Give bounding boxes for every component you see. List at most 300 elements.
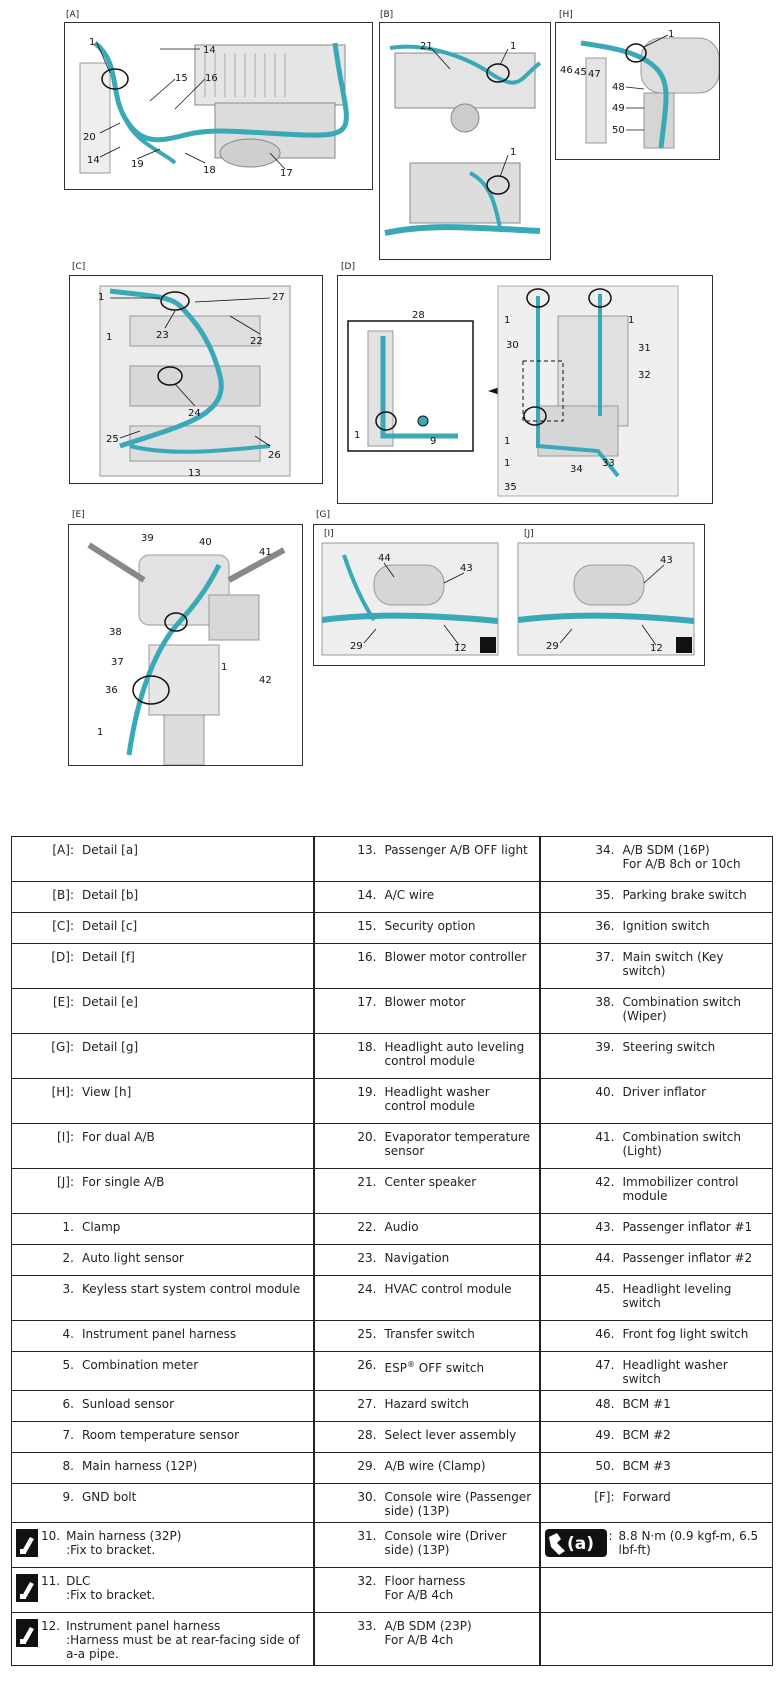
legend-key: 47.: [595, 1358, 615, 1372]
legend-row: [12, 1169, 773, 1214]
legend-description: Steering switch: [622, 1040, 716, 1054]
legend-key: [545, 1619, 623, 1653]
legend-description: Floor harness For A/B 4ch: [384, 1574, 466, 1602]
legend-key: 20.: [357, 1130, 377, 1144]
legend-description: Passenger inflator #2: [622, 1251, 753, 1265]
callout-h-1: 1: [668, 29, 675, 40]
legend-description: Headlight washer switch: [622, 1358, 728, 1386]
legend-description: Detail [g]: [82, 1040, 139, 1054]
legend-key: 17.: [357, 995, 377, 1009]
legend-description: A/C wire: [384, 888, 435, 902]
legend-key: 22.: [357, 1220, 377, 1234]
legend-key: 27.: [357, 1397, 377, 1411]
callout-b-21: 21: [420, 41, 433, 52]
legend-key: 40.: [595, 1085, 615, 1099]
legend-entry: [315, 1245, 539, 1275]
legend-key: 49.: [595, 1428, 615, 1442]
callout-h-49: 49: [612, 103, 625, 114]
legend-key: [G]:: [51, 1040, 74, 1054]
legend-row: [12, 1321, 773, 1352]
legend-cell: [540, 1352, 773, 1391]
legend-description: Front fog light switch: [622, 1327, 749, 1341]
legend-key: 31.: [357, 1529, 377, 1543]
callout-j-12: 12: [650, 643, 663, 654]
legend-row: [12, 837, 773, 882]
legend-cell: [540, 837, 773, 882]
legend-entry: [541, 1034, 773, 1078]
legend-key: [A]:: [52, 843, 74, 857]
legend-key: 18.: [357, 1040, 377, 1054]
legend-key: 36.: [595, 919, 615, 933]
callout-a-17: 17: [280, 168, 293, 179]
legend-entry: [541, 1214, 773, 1244]
legend-key: 1.: [62, 1220, 74, 1234]
legend-row: [12, 913, 773, 944]
legend-row: [12, 1453, 773, 1484]
legend-cell: [540, 1484, 773, 1523]
legend-description: ESP® OFF switch: [384, 1360, 485, 1375]
legend-entry: [12, 1124, 313, 1168]
legend-row: [12, 882, 773, 913]
callout-i-29: 29: [350, 641, 363, 652]
panel-a: [64, 22, 373, 190]
legend-entry: [12, 837, 313, 881]
legend-entry: [315, 837, 539, 881]
callout-c-25: 25: [106, 434, 119, 445]
panel-h-illustration: [556, 23, 719, 159]
legend-cell: [314, 944, 540, 989]
panel-g-illustration: [314, 525, 704, 665]
callout-d-9: 9: [430, 436, 437, 447]
legend-cell: [540, 1214, 773, 1245]
panel-b-illustration: [380, 23, 550, 259]
callout-h-46: 46: [560, 65, 573, 76]
legend-entry: [315, 1453, 539, 1483]
legend-cell: [540, 1079, 773, 1124]
legend-key: [F]:: [594, 1490, 615, 1504]
legend-description: Security option: [384, 919, 476, 933]
legend-entry: [315, 1422, 539, 1452]
legend-row: [12, 1245, 773, 1276]
legend-row: [12, 1352, 773, 1391]
panel-e-illustration: [69, 525, 302, 765]
panel-label-c: [C]: [72, 262, 86, 272]
legend-key: 43.: [595, 1220, 615, 1234]
callout-d-1d: 1: [504, 436, 511, 447]
legend-key: [C]:: [52, 919, 74, 933]
panel-label-g: [G]: [316, 510, 330, 520]
panel-label-h: [H]: [559, 10, 573, 20]
legend-description: Instrument panel harness: [82, 1327, 237, 1341]
legend-cell: [540, 1391, 773, 1422]
legend-key: 23.: [357, 1251, 377, 1265]
legend-row: [12, 1079, 773, 1124]
legend-entry: [541, 989, 773, 1033]
legend-cell: [314, 1034, 540, 1079]
panel-label-e: [E]: [72, 510, 85, 520]
panel-label-j: [J]: [524, 529, 534, 539]
legend-cell: [540, 882, 773, 913]
legend-cell: [12, 989, 314, 1034]
legend-key: 39.: [595, 1040, 615, 1054]
legend-entry: [315, 1034, 539, 1078]
legend-key: 38.: [595, 995, 615, 1009]
legend-cell: [314, 1079, 540, 1124]
legend-cell: [12, 1391, 314, 1422]
legend-description: Detail [b]: [82, 888, 139, 902]
callout-h-47: 47: [588, 69, 601, 80]
legend-cell: [12, 1079, 314, 1124]
legend-cell: [12, 1034, 314, 1079]
panel-e: [68, 524, 303, 766]
legend-entry: [12, 1391, 313, 1421]
legend-entry: [541, 944, 773, 988]
legend-entry: [12, 1453, 313, 1483]
legend-entry: [315, 1523, 539, 1567]
legend-entry: [12, 1079, 313, 1123]
callout-d-32: 32: [638, 370, 651, 381]
legend-cell: [314, 1124, 540, 1169]
legend-entry: [315, 944, 539, 988]
legend-entry: [12, 1169, 313, 1213]
callout-h-50: 50: [612, 125, 625, 136]
legend-description: Select lever assembly: [384, 1428, 517, 1442]
callout-d-28: 28: [412, 310, 425, 321]
legend-cell: [12, 1276, 314, 1321]
legend-entry: [315, 882, 539, 912]
legend-entry: [541, 1321, 773, 1351]
legend-entry: [315, 1079, 539, 1123]
legend-row: [12, 1422, 773, 1453]
legend-cell: [314, 1568, 540, 1613]
legend-cell: [540, 1169, 773, 1214]
legend-key: 6.: [62, 1397, 74, 1411]
legend-cell: [12, 1169, 314, 1214]
legend-entry: [12, 913, 313, 943]
legend-entry: [541, 1523, 773, 1567]
legend-entry: [12, 1484, 313, 1514]
legend-entry: [315, 913, 539, 943]
panel-label-d: [D]: [341, 262, 355, 272]
legend-cell: [314, 1169, 540, 1214]
panel-h: [555, 22, 720, 160]
callout-a-14: 14: [203, 45, 216, 56]
legend-key: 34.: [595, 843, 615, 857]
legend-key: 25.: [357, 1327, 377, 1341]
legend-entry: [315, 1352, 539, 1382]
legend-description: Transfer switch: [384, 1327, 475, 1341]
panel-label-i: [I]: [324, 529, 334, 539]
legend-entry: [315, 1321, 539, 1351]
legend-description: Parking brake switch: [622, 888, 747, 902]
tighten-icon: [16, 1619, 38, 1647]
legend-row: [12, 1523, 773, 1568]
legend-key: 35.: [595, 888, 615, 902]
legend-description: A/B SDM (23P) For A/B 4ch: [384, 1619, 472, 1647]
callout-d-1c: 1: [628, 315, 635, 326]
callout-j-29: 29: [546, 641, 559, 652]
legend-entry: [12, 1422, 313, 1452]
callout-e-40: 40: [199, 537, 212, 548]
legend-key: 45.: [595, 1282, 615, 1296]
legend-row: [12, 1124, 773, 1169]
legend-description: Blower motor controller: [384, 950, 527, 964]
legend-description: HVAC control module: [384, 1282, 512, 1296]
callout-e-38: 38: [109, 627, 122, 638]
legend-description: Console wire (Driver side) (13P): [384, 1529, 507, 1557]
legend-key: 24.: [357, 1282, 377, 1296]
callout-b-1: 1: [510, 41, 517, 52]
callout-e-39: 39: [141, 533, 154, 544]
legend-key: 32.: [357, 1574, 377, 1588]
legend-cell: [314, 913, 540, 944]
legend-entry: [541, 1422, 773, 1452]
legend-description: Main harness (32P) :Fix to bracket.: [66, 1529, 182, 1557]
legend-cell: [314, 1484, 540, 1523]
legend-entry: [541, 837, 773, 881]
legend-cell: [12, 944, 314, 989]
legend-entry: [541, 1453, 773, 1483]
legend-entry: [12, 1214, 313, 1244]
legend-cell: [12, 1568, 314, 1613]
legend-key: 11.: [41, 1574, 61, 1588]
legend-description: Driver inflator: [622, 1085, 707, 1099]
legend-entry: [541, 882, 773, 912]
callout-a-19: 19: [131, 159, 144, 170]
callout-d-34: 34: [570, 464, 583, 475]
legend-key: 3.: [62, 1282, 74, 1296]
legend-description: Instrument panel harness :Harness must be at rear-facing side of a-a pipe.: [66, 1619, 300, 1661]
callout-c-1b: 1: [106, 332, 113, 343]
legend-key: 13.: [357, 843, 377, 857]
panel-label-b: [B]: [380, 10, 394, 20]
legend-description: [623, 1574, 769, 1608]
legend-description: Passenger inflator #1: [622, 1220, 753, 1234]
callout-e-1: 1: [221, 662, 228, 673]
callout-c-1: 1: [98, 292, 105, 303]
callout-e-41: 41: [259, 547, 272, 558]
legend-description: Detail [e]: [82, 995, 138, 1009]
panel-c-illustration: [70, 276, 322, 483]
legend-cell: [314, 837, 540, 882]
legend-description: Auto light sensor: [82, 1251, 184, 1265]
legend-description: Ignition switch: [622, 919, 710, 933]
legend-entry: [12, 1568, 313, 1612]
legend-cell: [12, 1484, 314, 1523]
torque-wrench-icon: [545, 1529, 607, 1557]
legend-cell: [314, 989, 540, 1034]
callout-d-1b: 1: [504, 315, 511, 326]
legend-key: 16.: [357, 950, 377, 964]
legend-description: BCM #3: [622, 1459, 671, 1473]
legend-description: Audio: [384, 1220, 419, 1234]
legend-cell: [314, 882, 540, 913]
callout-i-12: 12: [454, 643, 467, 654]
callout-d-31: 31: [638, 343, 651, 354]
legend-key: 14.: [357, 888, 377, 902]
legend-entry: [541, 1391, 773, 1421]
legend-cell: [12, 1245, 314, 1276]
legend-cell: [540, 1453, 773, 1484]
legend-key: [H]:: [51, 1085, 74, 1099]
legend-key: 19.: [357, 1085, 377, 1099]
legend-description: Combination switch (Light): [622, 1130, 741, 1158]
legend-key: 28.: [357, 1428, 377, 1442]
tighten-icon: [16, 1574, 38, 1602]
legend-description: Console wire (Passenger side) (13P): [384, 1490, 532, 1518]
legend-row: [12, 1276, 773, 1321]
callout-d-1e: 1: [504, 458, 511, 469]
callout-c-26: 26: [268, 450, 281, 461]
legend-key: 4.: [62, 1327, 74, 1341]
legend-cell: [540, 913, 773, 944]
legend-key: [D]:: [51, 950, 74, 964]
legend-cell: [540, 1124, 773, 1169]
legend-description: Blower motor: [384, 995, 466, 1009]
legend-key: 46.: [595, 1327, 615, 1341]
legend-entry: [315, 1169, 539, 1213]
legend-cell: [12, 1321, 314, 1352]
legend-description: Detail [f]: [82, 950, 135, 964]
legend-description: Passenger A/B OFF light: [384, 843, 528, 857]
callout-i-44: 44: [378, 553, 391, 564]
legend-key: 44.: [595, 1251, 615, 1265]
callout-j-43: 43: [660, 555, 673, 566]
legend-cell: [540, 1568, 773, 1613]
callout-h-45: 45: [574, 67, 587, 78]
legend-row: [12, 1613, 773, 1666]
legend-description: [623, 1619, 769, 1653]
panel-label-a: [A]: [66, 10, 80, 20]
callout-e-42: 42: [259, 675, 272, 686]
legend-table: [11, 836, 773, 1666]
legend-entry: [12, 882, 313, 912]
callout-d-1: 1: [354, 430, 361, 441]
legend-key: 2.: [62, 1251, 74, 1265]
panel-c: [69, 275, 323, 484]
legend-entry: [541, 1079, 773, 1123]
legend-description: Navigation: [384, 1251, 450, 1265]
legend-cell: [540, 1422, 773, 1453]
legend-row: [12, 1568, 773, 1613]
callout-c-23: 23: [156, 330, 169, 341]
legend-key: 15.: [357, 919, 377, 933]
legend-entry: [12, 989, 313, 1033]
legend-entry: [541, 1568, 773, 1612]
legend-key: :: [608, 1529, 613, 1543]
panel-g: [313, 524, 705, 666]
legend-key: 41.: [595, 1130, 615, 1144]
legend-entry: [12, 1352, 313, 1382]
callout-c-22: 22: [250, 336, 263, 347]
legend-entry: [315, 1124, 539, 1168]
legend-entry: [12, 1034, 313, 1078]
callout-d-30: 30: [506, 340, 519, 351]
legend-key: 12.: [41, 1619, 61, 1633]
panel-d: [337, 275, 713, 504]
callout-c-24: 24: [188, 408, 201, 419]
legend-key: [E]:: [53, 995, 74, 1009]
legend-cell: [12, 1523, 314, 1568]
callout-c-13: 13: [188, 468, 201, 479]
legend-entry: [315, 1391, 539, 1421]
legend-description: A/B wire (Clamp): [384, 1459, 486, 1473]
legend-description: Headlight leveling switch: [622, 1282, 732, 1310]
legend-cell: [12, 1352, 314, 1391]
legend-description: BCM #2: [622, 1428, 671, 1442]
legend-description: Evaporator temperature sensor: [384, 1130, 531, 1158]
legend-entry: [541, 1276, 773, 1320]
legend-cell: [314, 1523, 540, 1568]
legend-cell: [540, 944, 773, 989]
callout-e-1b: 1: [97, 727, 104, 738]
legend-key: 37.: [595, 950, 615, 964]
legend-key: 50.: [595, 1459, 615, 1473]
legend-description: Hazard switch: [384, 1397, 469, 1411]
legend-key: 42.: [595, 1175, 615, 1189]
legend-key: [B]:: [52, 888, 74, 902]
legend-cell: [314, 1276, 540, 1321]
legend-entry: [12, 1613, 313, 1665]
legend-entry: [12, 1321, 313, 1351]
callout-a-14b: 14: [87, 155, 100, 166]
legend-description: Main switch (Key switch): [622, 950, 724, 978]
legend-entry: [541, 913, 773, 943]
legend-cell: [314, 1321, 540, 1352]
legend-description: A/B SDM (16P) For A/B 8ch or 10ch: [622, 843, 741, 871]
legend-cell: [12, 1422, 314, 1453]
torque-label: (a): [566, 1534, 594, 1554]
legend-cell: [314, 1352, 540, 1391]
legend-row: [12, 989, 773, 1034]
callout-d-33: 33: [602, 458, 615, 469]
legend-cell: [12, 1613, 314, 1666]
legend-description: For dual A/B: [82, 1130, 155, 1144]
legend-cell: [12, 882, 314, 913]
legend-key: 9.: [62, 1490, 74, 1504]
panel-a-illustration: [65, 23, 372, 189]
legend-description: Room temperature sensor: [82, 1428, 239, 1442]
legend-key: 7.: [62, 1428, 74, 1442]
tighten-icon: [16, 1529, 38, 1557]
callout-d-35: 35: [504, 482, 517, 493]
legend-description: Detail [c]: [82, 919, 138, 933]
legend-entry: [541, 1124, 773, 1168]
legend-entry: [315, 1214, 539, 1244]
callout-a-16: 16: [205, 73, 218, 84]
legend-entry: [315, 989, 539, 1033]
legend-cell: [12, 1214, 314, 1245]
callout-a-15: 15: [175, 73, 188, 84]
legend-body: [12, 837, 773, 1666]
legend-entry: [541, 1245, 773, 1275]
legend-description: Clamp: [82, 1220, 121, 1234]
legend-entry: [541, 1169, 773, 1213]
legend-row: [12, 1484, 773, 1523]
legend-description: Forward: [622, 1490, 671, 1504]
legend-description: Combination meter: [82, 1358, 199, 1372]
legend-entry: [541, 1352, 773, 1390]
legend-entry: [315, 1568, 539, 1612]
legend-cell: [540, 1523, 773, 1568]
callout-a-1: 1: [89, 37, 96, 48]
legend-cell: [540, 1321, 773, 1352]
legend-key: 33.: [357, 1619, 377, 1633]
legend-cell: [12, 1453, 314, 1484]
legend-cell: [540, 1613, 773, 1666]
legend-description: Combination switch (Wiper): [622, 995, 741, 1023]
callout-e-37: 37: [111, 657, 124, 668]
